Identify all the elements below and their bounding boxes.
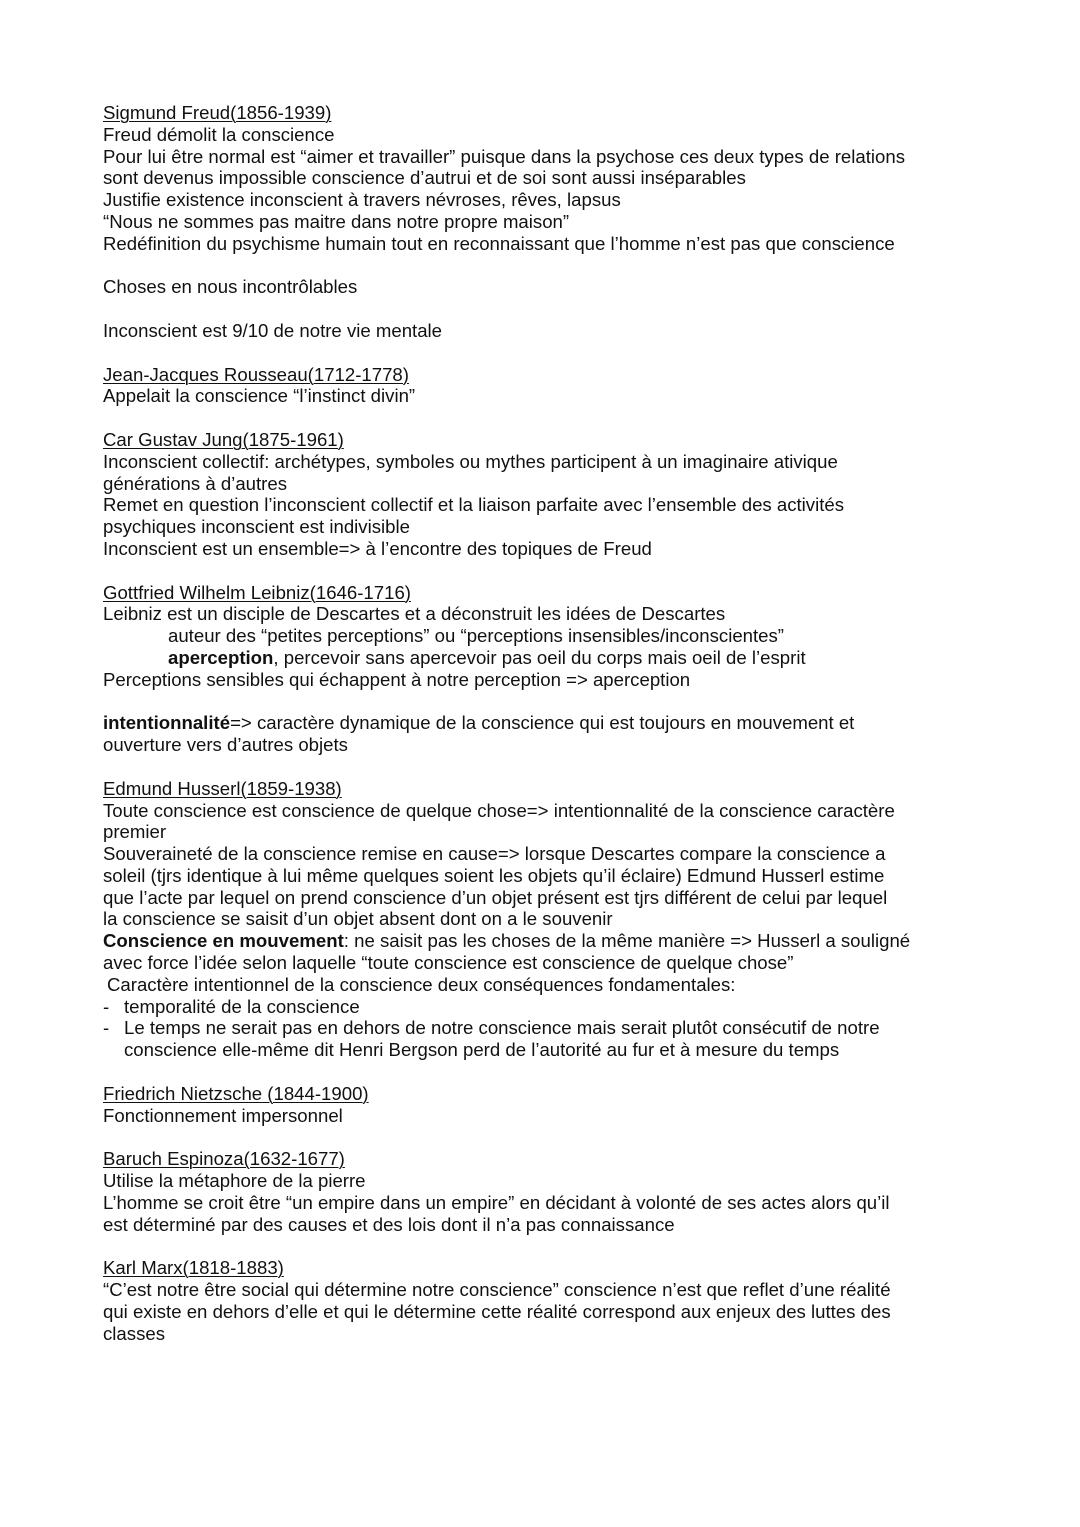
line-text: que l’acte par lequel on prend conscience d’un objet présent est tjrs différent de celui par lequel	[103, 886, 888, 908]
text-line	[103, 233, 1003, 255]
line-text: “C’est notre être social qui détermine notre conscience” conscience n’est que reflet d’une réalité	[103, 1279, 891, 1301]
text-line	[103, 211, 1003, 233]
line-text: Leibniz est un disciple de Descartes et a déconstruit les idées de Descartes	[103, 603, 726, 625]
section-title	[103, 778, 1003, 800]
line-text: Choses en nous incontrôlables	[103, 276, 358, 298]
section-title	[103, 1148, 1003, 1170]
line-text: conscience elle-même dit Henri Bergson perd de l’autorité au fur et à mesure du temps	[124, 1039, 840, 1061]
line-text: Inconscient collectif: archétypes, symboles ou mythes participent à un imaginaire ativique	[103, 450, 838, 472]
section-title	[103, 102, 1003, 124]
text-line	[103, 821, 1003, 843]
bullet-item	[103, 1017, 1003, 1039]
line-text: Remet en question l’inconscient collectif et la liaison parfaite avec l’ensemble des activités	[103, 494, 845, 516]
line-text: Le temps ne serait pas en dehors de notre conscience mais serait plutôt consécutif de notre	[124, 1017, 880, 1039]
line-text: Perceptions sensibles qui échappent à notre perception => aperception	[103, 668, 691, 690]
text-line	[103, 800, 1003, 822]
line-text: Car Gustav Jung(1875-1961)	[103, 428, 344, 450]
text-line	[103, 647, 1003, 669]
line-text: => caractère dynamique de la conscience qui est toujours en mouvement et	[230, 712, 855, 734]
text-line	[103, 974, 1003, 996]
text-line	[103, 930, 1003, 952]
line-text: Jean-Jacques Rousseau(1712-1778)	[103, 363, 409, 385]
line-text: “Nous ne sommes pas maitre dans notre propre maison”	[103, 210, 570, 232]
text-line	[103, 167, 1003, 189]
bullet-item	[103, 996, 1003, 1018]
text-line	[103, 865, 1003, 887]
text-line	[103, 124, 1003, 146]
text-line	[103, 908, 1003, 930]
text-line	[103, 494, 1003, 516]
line-text: Fonctionnement impersonnel	[103, 1104, 343, 1126]
line-text: Redéfinition du psychisme humain tout en reconnaissant que l’homme n’est pas que conscience	[103, 232, 895, 254]
bold-term: aperception	[168, 646, 274, 668]
document-page	[103, 102, 1003, 1344]
blank-line	[103, 1061, 1003, 1083]
text-line	[103, 603, 1003, 625]
line-text: Baruch Espinoza(1632-1677)	[103, 1148, 345, 1170]
line-text: auteur des “petites perceptions” ou “perceptions insensibles/inconscientes”	[168, 625, 784, 647]
line-text: Justifie existence inconscient à travers névroses, rêves, lapsus	[103, 189, 621, 211]
line-text: soleil (tjrs identique à lui même quelques soient les objets qu’il éclaire) Edmund Husserl estime	[103, 864, 885, 886]
text-line	[103, 887, 1003, 909]
blank-line	[103, 560, 1003, 582]
line-text: Friedrich Nietzsche (1844-1900)	[103, 1082, 369, 1104]
section-title	[103, 364, 1003, 386]
blank-line	[103, 255, 1003, 277]
line-text: Toute conscience est conscience de quelque chose=> intentionnalité de la conscience caractère	[103, 799, 895, 821]
text-line	[103, 1192, 1003, 1214]
blank-line	[103, 1235, 1003, 1257]
text-line	[103, 473, 1003, 495]
blank-line	[103, 342, 1003, 364]
line-text: psychiques inconscient est indivisible	[103, 516, 410, 538]
blank-line	[103, 407, 1003, 429]
line-text: qui existe en dehors d’elle et qui le détermine cette réalité correspond aux enjeux des luttes des	[103, 1300, 891, 1322]
line-text: Souveraineté de la conscience remise en cause=> lorsque Descartes compare la conscience a	[103, 843, 886, 865]
blank-line	[103, 1126, 1003, 1148]
line-text: Edmund Husserl(1859-1938)	[103, 777, 342, 799]
text-line	[103, 625, 1003, 647]
blank-line	[103, 298, 1003, 320]
text-line	[103, 1323, 1003, 1345]
text-line	[103, 276, 1003, 298]
text-line	[103, 538, 1003, 560]
line-text: : ne saisit pas les choses de la même manière => Husserl a souligné	[343, 930, 911, 952]
text-line	[103, 1279, 1003, 1301]
text-line	[103, 1301, 1003, 1323]
line-text: Gottfried Wilhelm Leibniz(1646-1716)	[103, 581, 411, 603]
line-text: , percevoir sans apercevoir pas oeil du corps mais oeil de l’esprit	[273, 646, 806, 668]
bold-term: intentionnalité	[103, 712, 231, 734]
line-text: ouverture vers d’autres objets	[103, 734, 348, 756]
line-text: Caractère intentionnel de la conscience deux conséquences fondamentales:	[107, 973, 736, 995]
bullet-dash: -	[103, 995, 110, 1017]
line-text: premier	[103, 821, 167, 843]
text-line	[103, 189, 1003, 211]
section-title	[103, 1257, 1003, 1279]
line-text: Freud démolit la conscience	[103, 123, 335, 145]
line-text: Karl Marx(1818-1883)	[103, 1257, 284, 1279]
bold-term: Conscience en mouvement	[103, 930, 344, 952]
line-text: Pour lui être normal est “aimer et travailler” puisque dans la psychose ces deux types de relations	[103, 145, 905, 167]
section-title	[103, 429, 1003, 451]
text-line	[103, 1170, 1003, 1192]
text-line	[103, 451, 1003, 473]
line-text: la conscience se saisit d’un objet absent dont on a le souvenir	[103, 908, 613, 930]
blank-line	[103, 756, 1003, 778]
text-line	[103, 146, 1003, 168]
line-text: L’homme se croit être “un empire dans un empire” en décidant à volonté de ses actes alors qu’il	[103, 1191, 890, 1213]
line-text: Sigmund Freud(1856-1939)	[103, 102, 332, 123]
text-line	[103, 734, 1003, 756]
text-line	[103, 1214, 1003, 1236]
line-text: Appelait la conscience “l’instinct divin”	[103, 385, 416, 407]
text-line	[103, 1039, 1003, 1061]
bullet-dash: -	[103, 1017, 110, 1039]
text-line	[103, 952, 1003, 974]
line-text: est déterminé par des causes et des lois dont il n’a pas connaissance	[103, 1213, 675, 1235]
line-text: Utilise la métaphore de la pierre	[103, 1170, 366, 1192]
line-text: sont devenus impossible conscience d’autrui et de soi sont aussi inséparables	[103, 167, 746, 189]
section-title	[103, 582, 1003, 604]
text-line	[103, 843, 1003, 865]
line-text: classes	[103, 1322, 166, 1344]
line-text: avec force l’idée selon laquelle “toute conscience est conscience de quelque chose”	[103, 952, 794, 974]
line-text: générations à d’autres	[103, 472, 287, 494]
text-line	[103, 320, 1003, 342]
blank-line	[103, 691, 1003, 713]
line-text: Inconscient est un ensemble=> à l’encontre des topiques de Freud	[103, 537, 652, 559]
line-text: Inconscient est 9/10 de notre vie mentale	[103, 319, 443, 341]
section-title	[103, 1083, 1003, 1105]
text-line	[103, 385, 1003, 407]
line-text: temporalité de la conscience	[124, 995, 360, 1017]
text-line	[103, 516, 1003, 538]
text-line	[103, 712, 1003, 734]
text-line	[103, 669, 1003, 691]
text-line	[103, 1105, 1003, 1127]
